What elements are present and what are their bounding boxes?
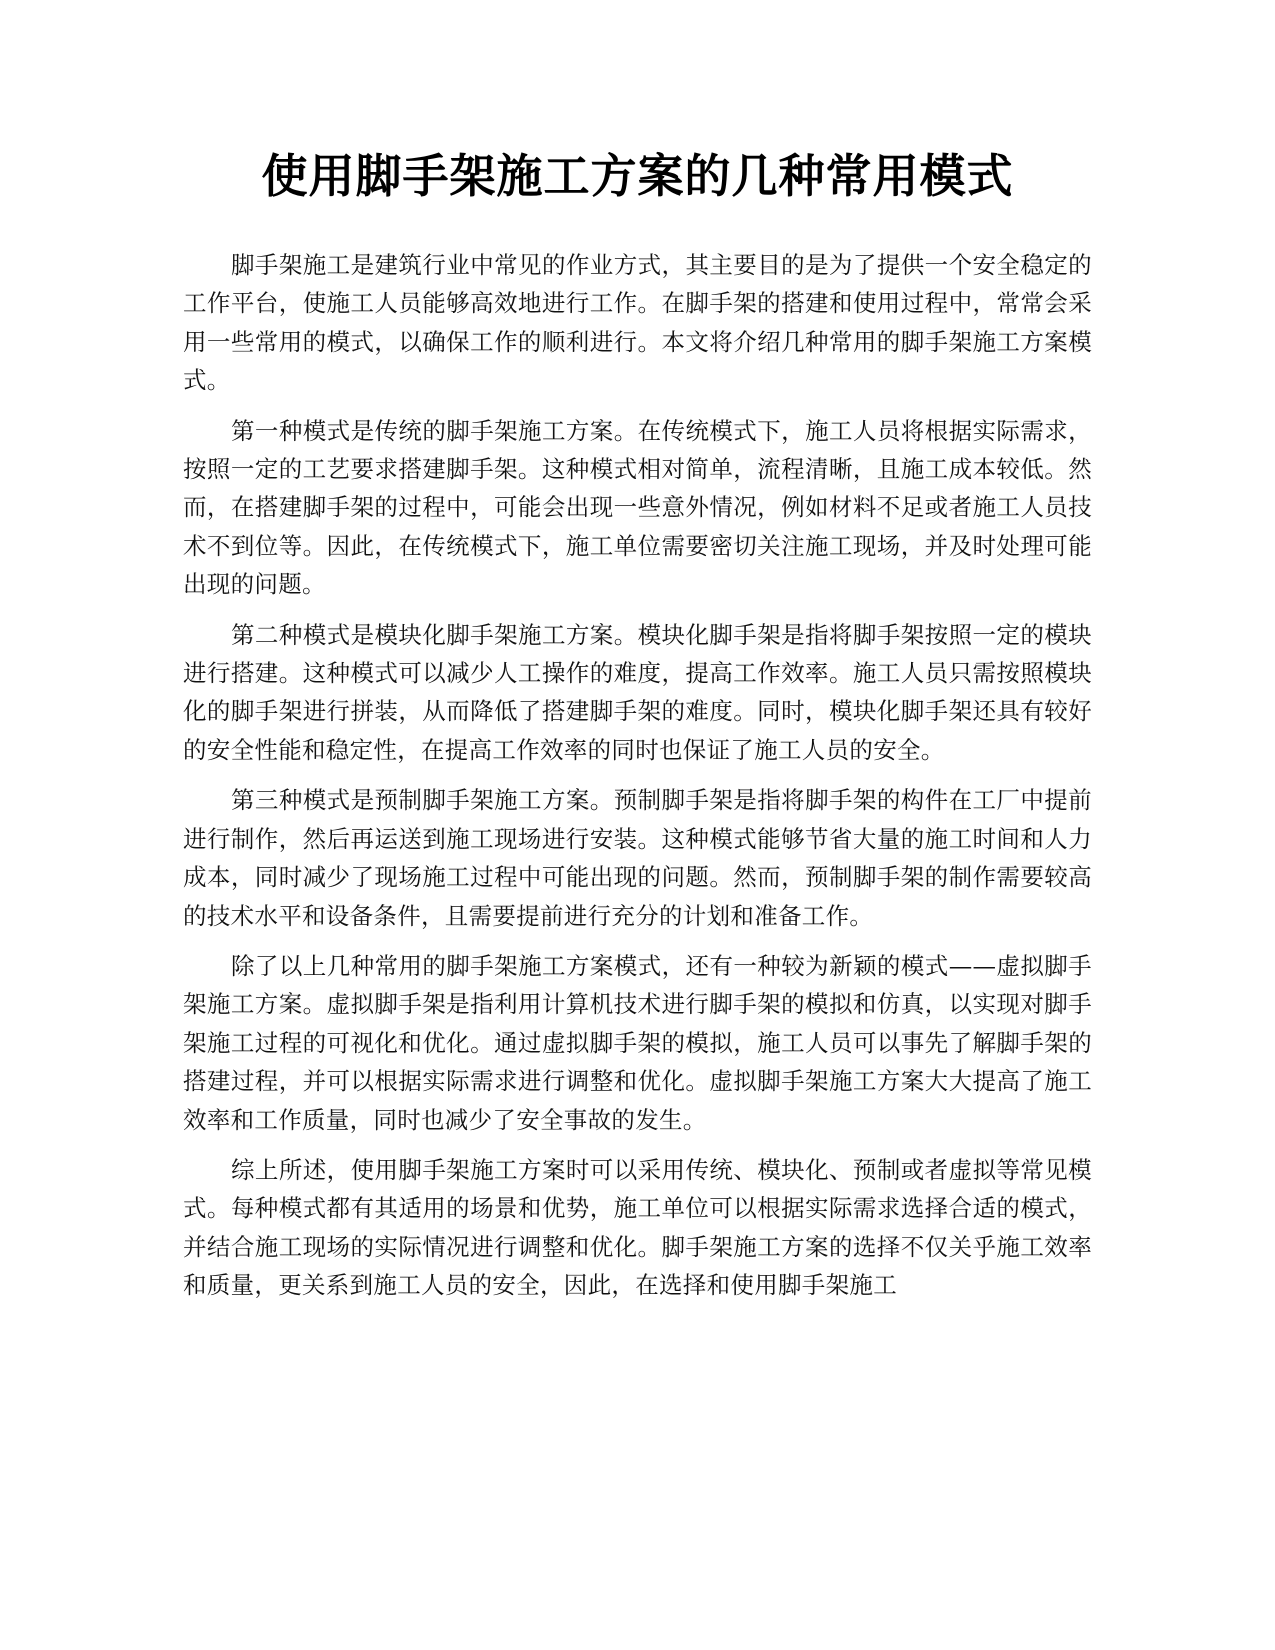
page-title: 使用脚手架施工方案的几种常用模式 bbox=[261, 149, 1014, 203]
document-body bbox=[183, 246, 1092, 1317]
paragraph-modular-mode: 第二种模式是模块化脚手架施工方案。模块化脚手架是指将脚手架按照一定的模块进行搭建。这种模式可以减少人工操作的难度，提高工作效率。施工人员只需按照模块化的脚手架进行拼装，从而降低了搭建脚手架的难度。同时，模块化脚手架还具有较好的安全性能和稳定性，在提高工作效率的同时也保证了施工人员的安全。 bbox=[183, 620, 1092, 764]
paragraph-summary: 综上所述，使用脚手架施工方案时可以采用传统、模块化、预制或者虚拟等常见模式。每种模式都有其适用的场景和优势，施工单位可以根据实际需求选择合适的模式，并结合施工现场的实际情况进行调整和优化。脚手架施工方案的选择不仅关乎施工效率和质量，更关系到施工人员的安全，因此，在选择和使用脚手架施工 bbox=[183, 1155, 1092, 1300]
paragraph-intro: 脚手架施工是建筑行业中常见的作业方式，其主要目的是为了提供一个安全稳定的工作平台，使施工人员能够高效地进行工作。在脚手架的搭建和使用过程中，常常会采用一些常用的模式，以确保工作的顺利进行。本文将介绍几种常用的脚手架施工方案模式。 bbox=[183, 251, 1092, 395]
paragraph-traditional-mode: 第一种模式是传统的脚手架施工方案。在传统模式下，施工人员将根据实际需求，按照一定的工艺要求搭建脚手架。这种模式相对简单，流程清晰，且施工成本较低。然而，在搭建脚手架的过程中，可能会出现一些意外情况，例如材料不足或者施工人员技术不到位等。因此，在传统模式下，施工单位需要密切关注施工现场，并及时处理可能出现的问题。 bbox=[183, 416, 1092, 599]
paragraph-prefab-mode: 第三种模式是预制脚手架施工方案。预制脚手架是指将脚手架的构件在工厂中提前进行制作，然后再运送到施工现场进行安装。这种模式能够节省大量的施工时间和人力成本，同时减少了现场施工过程中可能出现的问题。然而，预制脚手架的制作需要较高的技术水平和设备条件，且需要提前进行充分的计划和准备工作。 bbox=[183, 786, 1092, 930]
paragraph-virtual-mode: 除了以上几种常用的脚手架施工方案模式，还有一种较为新颖的模式——虚拟脚手架施工方案。虚拟脚手架是指利用计算机技术进行脚手架的模拟和仿真，以实现对脚手架施工过程的可视化和优化。通过虚拟脚手架的模拟，施工人员可以事先了解脚手架的搭建过程，并可以根据实际需求进行调整和优化。虚拟脚手架施工方案大大提高了施工效率和工作质量，同时也减少了安全事故的发生。 bbox=[183, 951, 1092, 1134]
